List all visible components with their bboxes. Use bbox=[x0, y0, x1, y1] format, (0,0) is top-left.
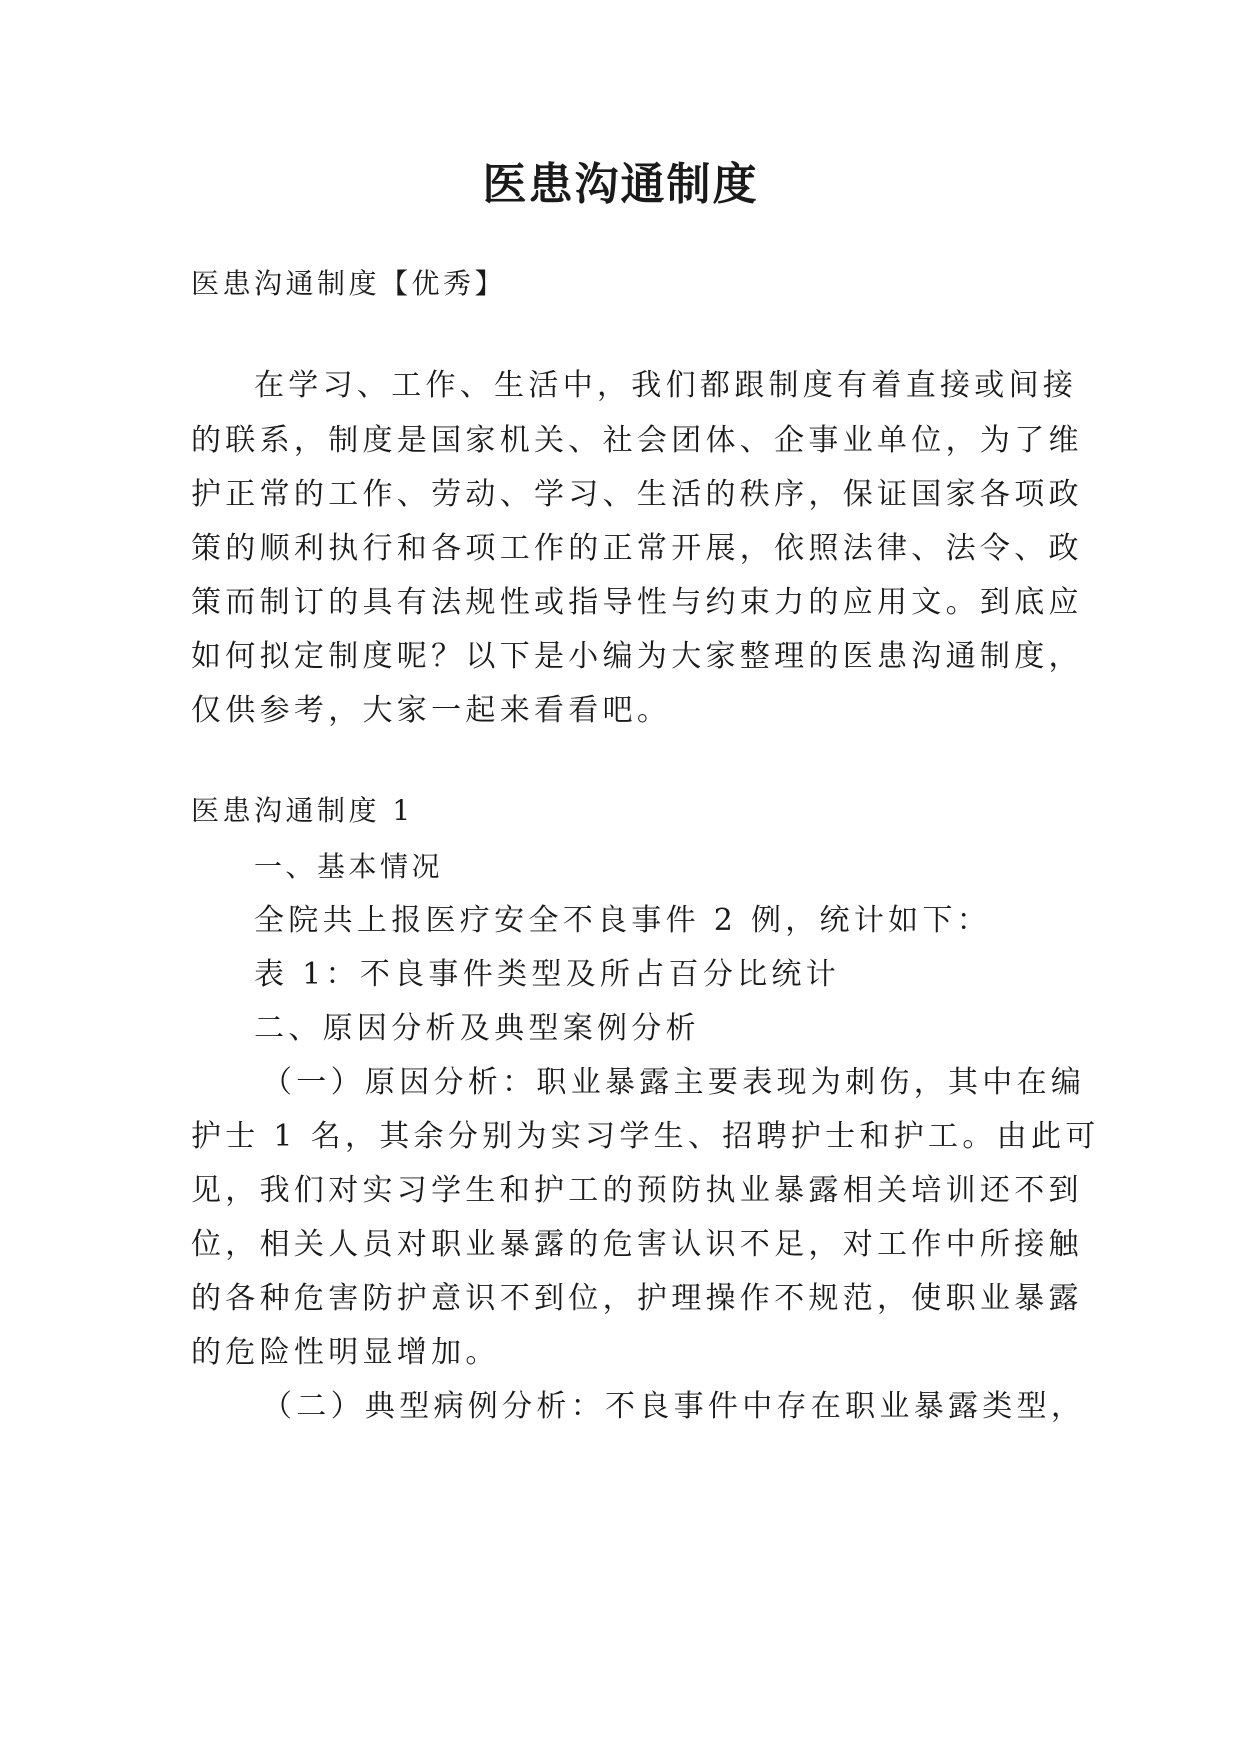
basic-heading: 一、基本情况 bbox=[254, 850, 444, 883]
analysis-heading: 二、原因分析及典型案例分析 bbox=[254, 1011, 700, 1046]
report-line: 全院共上报医疗安全不良事件 2 例，统计如下： bbox=[254, 903, 992, 938]
section-heading: 医患沟通制度 1 bbox=[191, 794, 414, 827]
cause-line: 的危险性明显增加。 bbox=[191, 1335, 500, 1370]
cause-line: 护士 1 名，其余分别为实习学生、招聘护士和护工。由此可 bbox=[191, 1119, 1100, 1154]
cause-line: （一）原因分析：职业暴露主要表现为刺伤，其中在编 bbox=[262, 1065, 1086, 1100]
intro-line: 策而制订的具有法规性或指导性与约束力的应用文。到底应 bbox=[191, 585, 1083, 620]
case-line: （二）典型病例分析：不良事件中存在职业暴露类型， bbox=[262, 1389, 1086, 1424]
intro-line: 策的顺利执行和各项工作的正常开展，依照法律、法令、政 bbox=[191, 531, 1083, 566]
intro-line: 如何拟定制度呢？以下是小编为大家整理的医患沟通制度， bbox=[191, 639, 1083, 674]
document-title: 医患沟通制度 bbox=[482, 159, 759, 210]
cause-line: 见，我们对实习学生和护工的预防执业暴露相关培训还不到 bbox=[191, 1173, 1083, 1208]
intro-line: 的联系，制度是国家机关、社会团体、企事业单位，为了维 bbox=[191, 423, 1083, 458]
intro-line: 护正常的工作、劳动、学习、生活的秩序，保证国家各项政 bbox=[191, 477, 1083, 512]
cause-line: 位，相关人员对职业暴露的危害认识不足，对工作中所接触 bbox=[191, 1227, 1083, 1262]
document-subtitle: 医患沟通制度【优秀】 bbox=[191, 267, 507, 300]
intro-line: 仅供参考，大家一起来看看吧。 bbox=[191, 693, 672, 728]
intro-line: 在学习、工作、生活中，我们都跟制度有着直接或间接 bbox=[254, 368, 1078, 403]
cause-line: 的各种危害防护意识不到位，护理操作不规范，使职业暴露 bbox=[191, 1281, 1083, 1316]
table-caption: 表 1：不良事件类型及所占百分比统计 bbox=[254, 957, 841, 992]
